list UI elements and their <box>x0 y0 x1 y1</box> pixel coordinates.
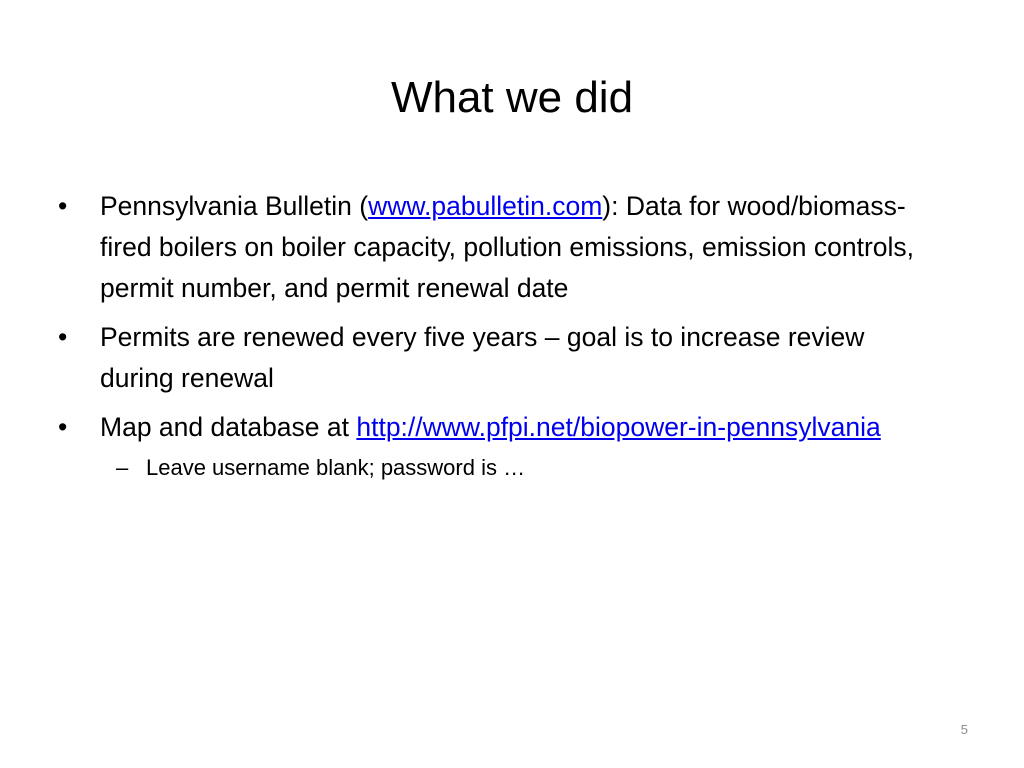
bullet-list <box>56 186 926 494</box>
sub-bullet-list <box>100 450 926 486</box>
bullet-text-suffix: ): Data for wood/biomass-fired boilers on boiler capacity, pollution emissions, emission controls, permit number, and permit renewal date <box>100 191 915 303</box>
slide-title: What we did <box>390 73 634 122</box>
sub-bullet-item-login <box>100 450 926 486</box>
sub-bullet-text: Leave username blank; password is … <box>146 455 526 480</box>
bullet-marker: • <box>58 412 68 442</box>
bullet-text: Permits are renewed every five years – goal is to increase review during renewal <box>100 322 865 393</box>
bullet-text-prefix: Map and database at <box>100 412 357 442</box>
sub-bullet-marker: – <box>116 455 129 480</box>
bullet-item-map-database <box>56 407 926 486</box>
bullet-marker: • <box>58 322 68 352</box>
pabulletin-link[interactable]: www.pabulletin.com <box>368 191 603 221</box>
page-number: 5 <box>960 722 968 737</box>
pfpi-biopower-link[interactable]: http://www.pfpi.net/biopower-in-pennsylvania <box>356 412 881 442</box>
bullet-item-pa-bulletin <box>56 186 926 309</box>
bullet-text-prefix: Pennsylvania Bulletin ( <box>100 191 369 221</box>
bullet-item-permits <box>56 317 926 399</box>
bullet-marker: • <box>58 191 68 221</box>
